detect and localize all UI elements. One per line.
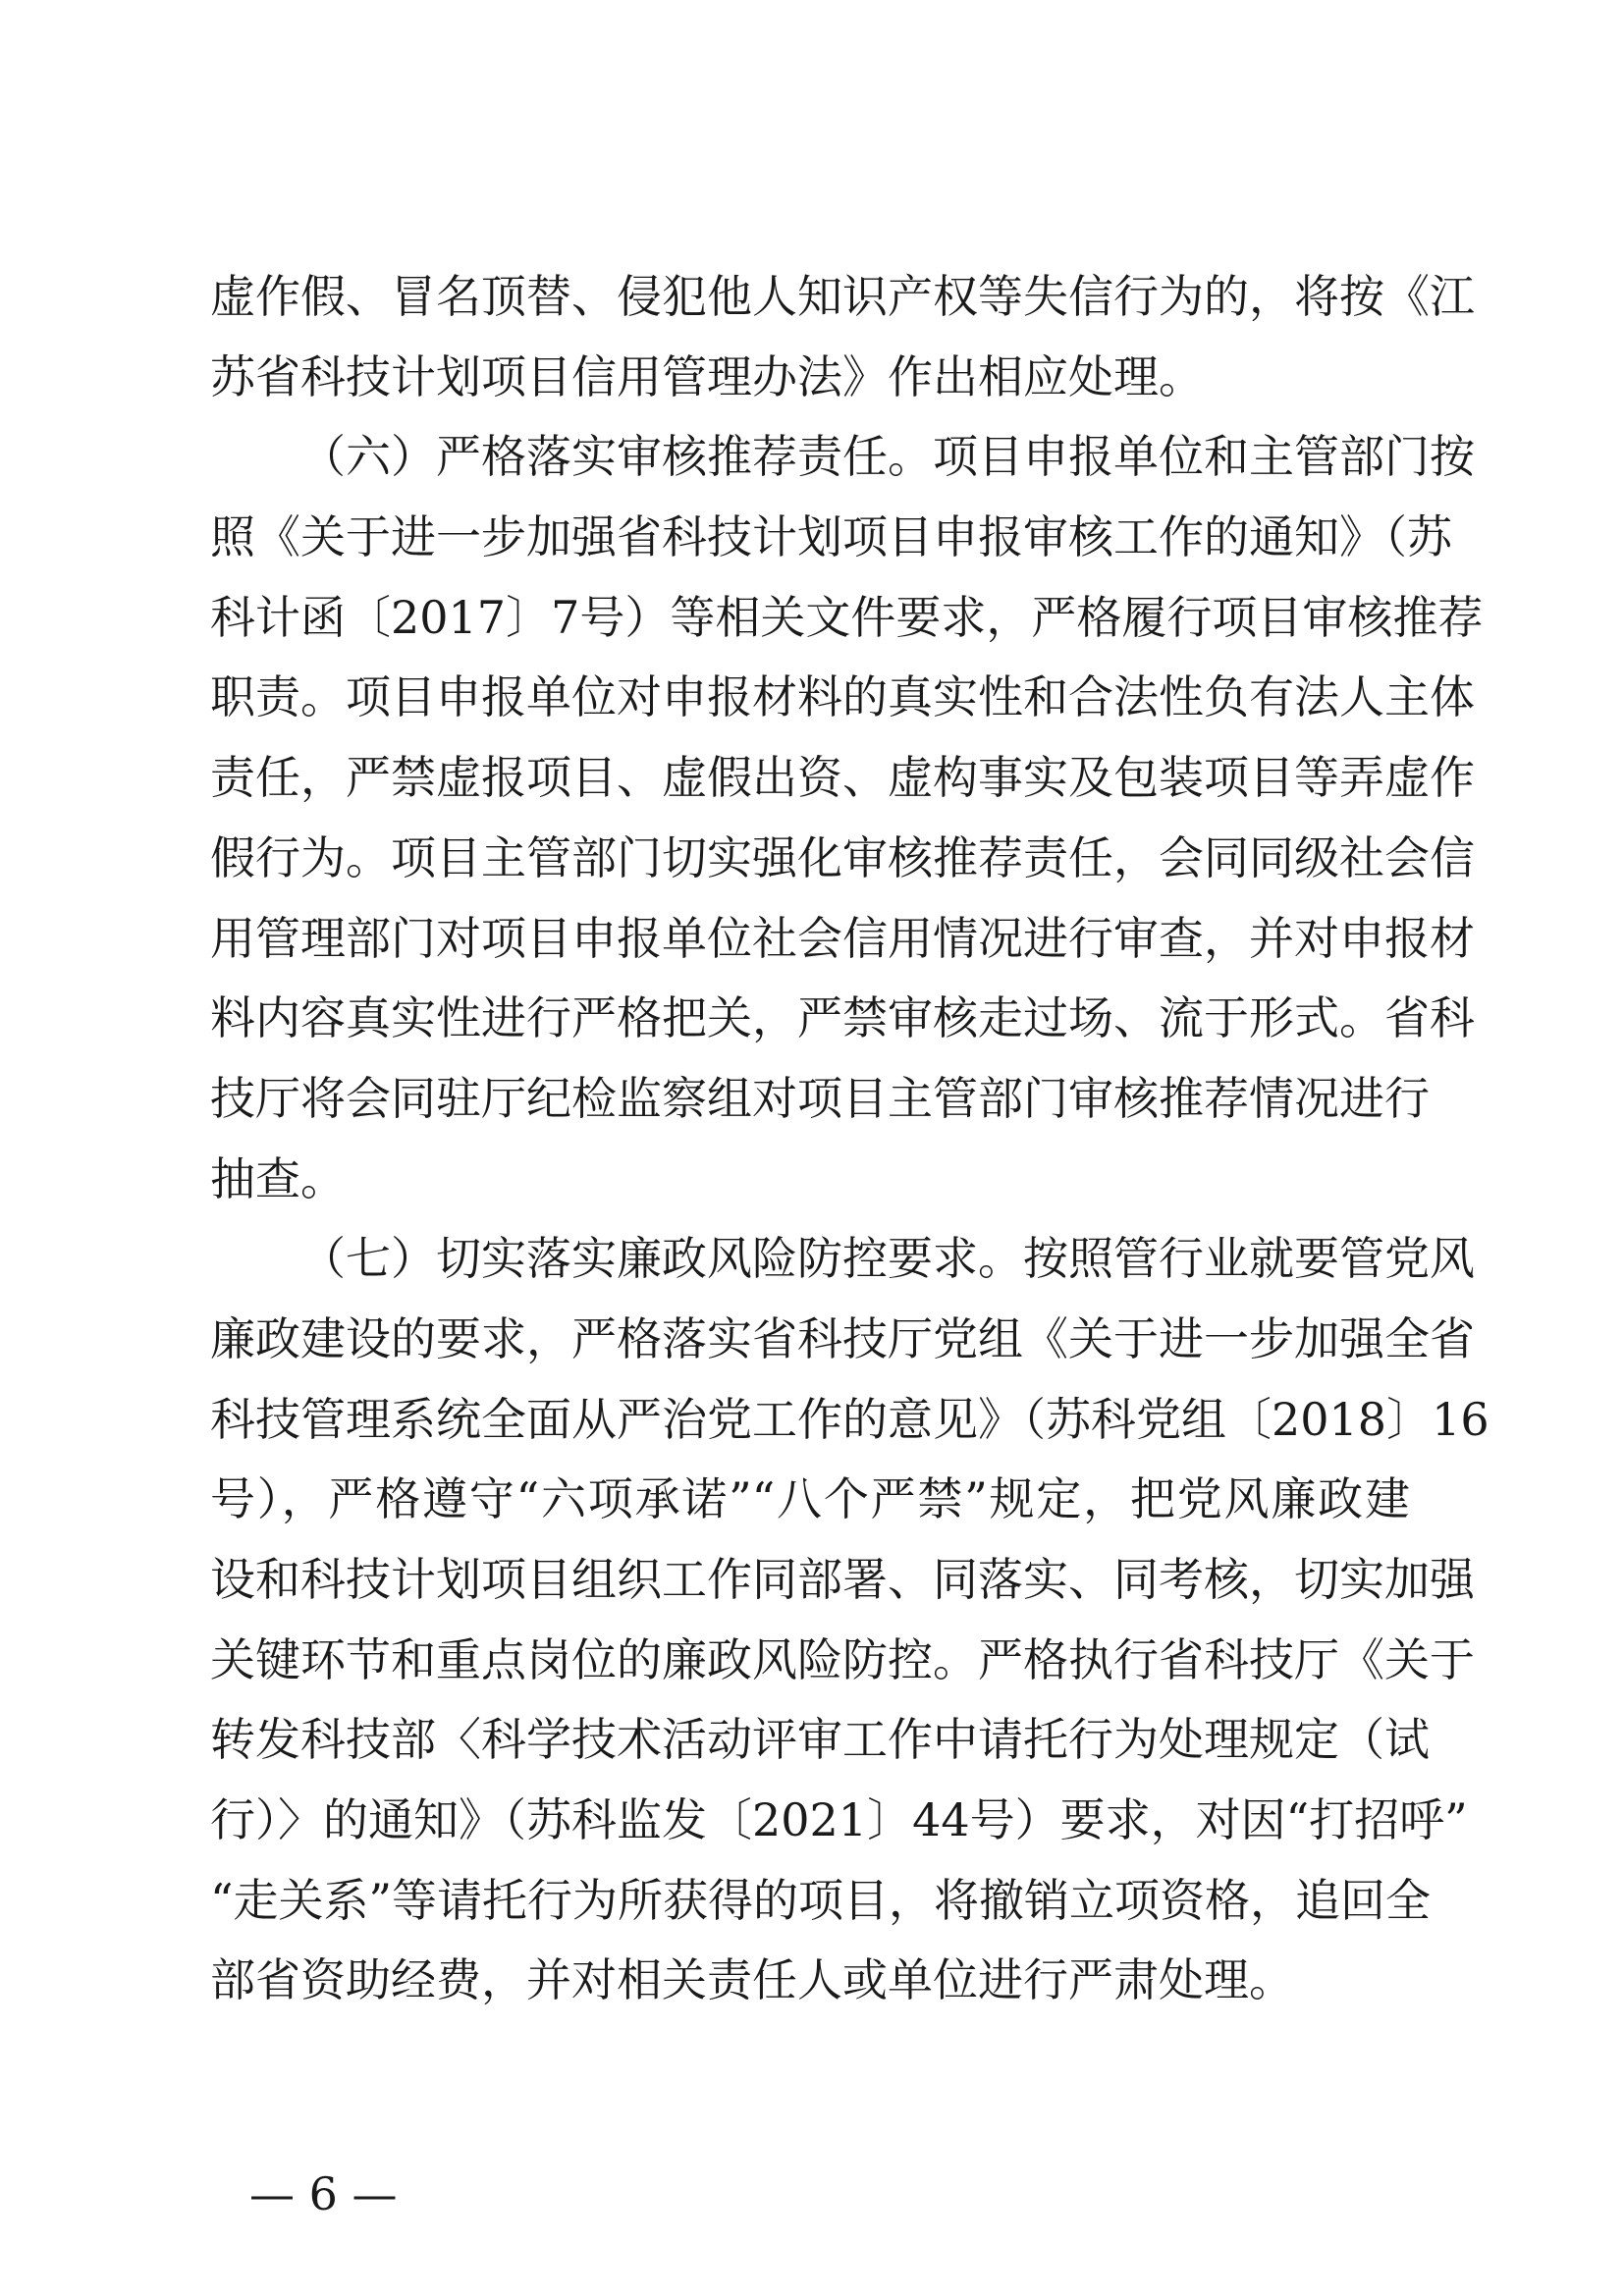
text-line: 关键环节和重点岗位的廉政风险防控。严格执行省科技厅《关于: [210, 1632, 1475, 1686]
text-line: 行）〉的通知》（苏科监发〔2021〕44号）要求，对因“打招呼”: [210, 1793, 1468, 1847]
text-line: 料内容真实性进行严格把关，严禁审核走过场、流于形式。省科: [210, 991, 1475, 1045]
section-heading-line: （七）切实落实廉政风险防控要求。按照管行业就要管党风: [300, 1232, 1475, 1286]
text-line: 用管理部门对项目申报单位社会信用情况进行审查，并对申报材: [210, 911, 1475, 965]
text-line: 虚作假、冒名顶替、侵犯他人知识产权等失信行为的，将按《江: [210, 270, 1475, 323]
text-line: 职责。项目申报单位对申报材料的真实性和合法性负有法人主体: [210, 670, 1475, 724]
text-line: 科技管理系统全面从严治党工作的意见》（苏科党组〔2018〕16: [210, 1392, 1489, 1446]
text-line: 假行为。项目主管部门切实强化审核推荐责任，会同同级社会信: [210, 830, 1475, 884]
text-line: 廉政建设的要求，严格落实省科技厅党组《关于进一步加强全省: [210, 1311, 1475, 1365]
body-text: [210, 257, 1489, 2021]
text-line: “走关系”等请托行为所获得的项目，将撤销立项资格，追回全: [210, 1873, 1432, 1927]
page-number: — 6 —: [249, 2167, 398, 2220]
text-line: 照《关于进一步加强省科技计划项目申报审核工作的通知》（苏: [210, 510, 1452, 564]
text-line: 转发科技部〈科学技术活动评审工作中请托行为处理规定（试: [210, 1713, 1430, 1767]
text-line: 设和科技计划项目组织工作同部署、同落实、同考核，切实加强: [210, 1553, 1475, 1606]
section-heading-line: （六）严格落实审核推荐责任。项目申报单位和主管部门按: [300, 430, 1475, 484]
text-line: 技厅将会同驻厅纪检监察组对项目主管部门审核推荐情况进行: [210, 1071, 1430, 1125]
text-line: 抽查。: [210, 1151, 346, 1205]
text-line: 号），严格遵守“六项承诺”“八个严禁”规定，把党风廉政建: [210, 1472, 1410, 1526]
text-line: 科计函〔2017〕7号）等相关文件要求，严格履行项目审核推荐: [210, 590, 1484, 644]
text-line: 部省资助经费，并对相关责任人或单位进行严肃处理。: [210, 1953, 1294, 2007]
text-line: 苏省科技计划项目信用管理办法》作出相应处理。: [210, 349, 1204, 403]
text-line: 责任，严禁虚报项目、虚假出资、虚构事实及包装项目等弄虚作: [210, 751, 1475, 805]
